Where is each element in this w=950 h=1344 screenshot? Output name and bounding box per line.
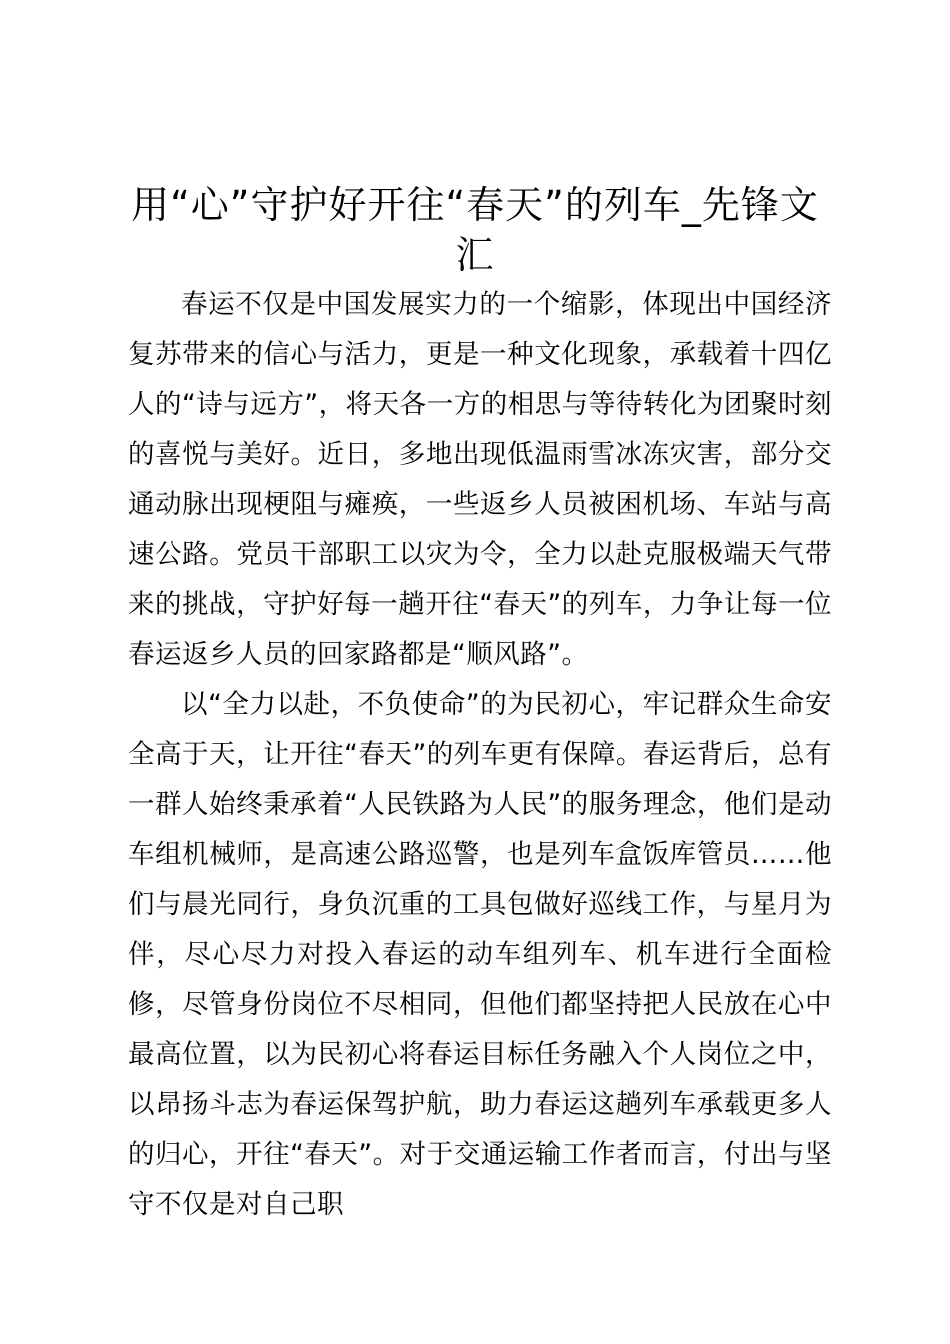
body-paragraph: 以“全力以赴，不负使命”的为民初心，牢记群众生命安全高于天，让开往“春天”的列车更有保障。春运背后，总有一群人始终秉承着“人民铁路为人民”的服务理念，他们是动车组机械师，是高速公路巡警，也是列车盒饭库管员……他们与晨光同行，身负沉重的工具包做好巡线工作，与星月为伴，尽心尽力对投入春运的动车组列车、机车进行全面检修，尽管身份岗位不尽相同，但他们都坚持把人民放在心中最高位置，以为民初心将春运目标任务融入个人岗位之中，以昂扬斗志为春运保驾护航，助力春运这趟列车承载更多人的归心，开往“春天”。对于交通运输工作者而言，付出与坚守不仅是对自己职 — [128, 689, 832, 1220]
document-body — [128, 280, 832, 1230]
document-title: 用“心”守护好开往“春天”的列车_先锋文汇 — [131, 183, 819, 277]
body-paragraph: 春运不仅是中国发展实力的一个缩影，体现出中国经济复苏带来的信心与活力，更是一种文化现象，承载着十四亿人的“诗与远方”，将天各一方的相思与等待转化为团聚时刻的喜悦与美好。近日，多地出现低温雨雪冰冻灾害，部分交通动脉出现梗阻与瘫痪，一些返乡人员被困机场、车站与高速公路。党员干部职工以灾为令，全力以赴克服极端天气带来的挑战，守护好每一趟开往“春天”的列车，力争让每一位春运返乡人员的回家路都是“顺风路”。 — [128, 289, 832, 670]
